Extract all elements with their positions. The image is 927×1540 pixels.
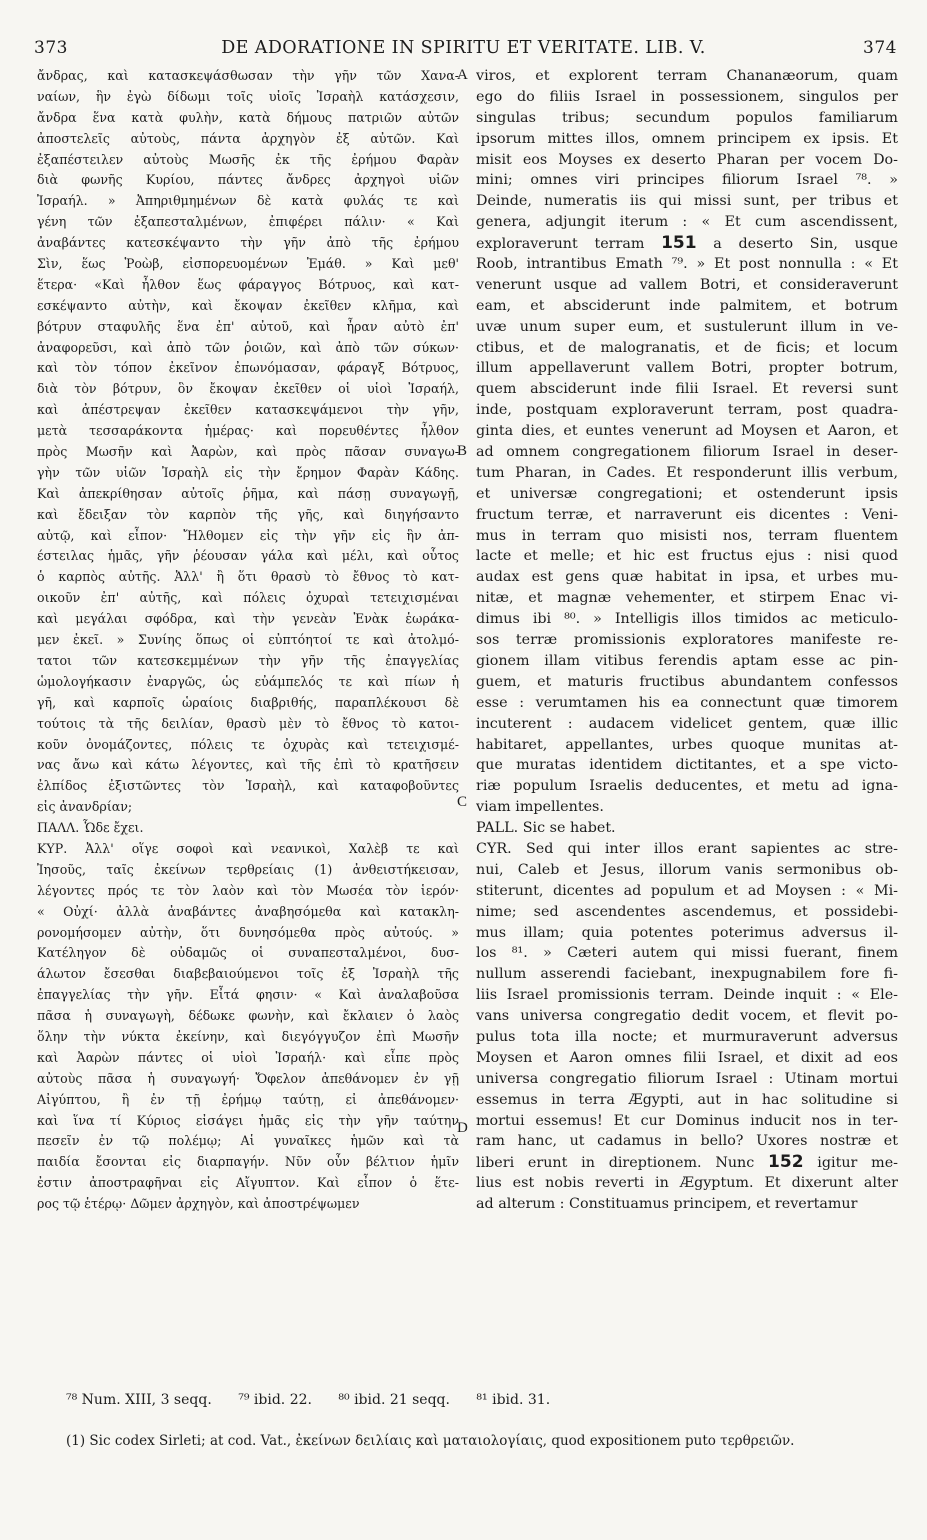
text-line: ginta dies, et euntes venerunt ad Moysen et Aaron, et <box>476 423 898 440</box>
text-line: Ἰσραήλ. » Ἀπηριθμημένων δὲ κατὰ φυλάς τε καὶ <box>37 193 459 209</box>
text-line: viam impellentes. <box>476 799 604 816</box>
text-line: οικοῦν ἐπ' αὐτῆς, καὶ πόλεις ὀχυραὶ τετειχισμέναι <box>37 590 459 606</box>
text-line: παιδία ἔσονται εἰς διαρπαγήν. Νῦν οὖν βέλτιον ἡμῖν <box>37 1154 459 1170</box>
text-line: PALL. Sic se habet. <box>476 820 616 837</box>
text-line: Roob, intrantibus Emath ⁷⁹. » Et post nonnulla : « Et <box>476 256 898 273</box>
footnote: ⁸⁰ ibid. 21 seqq. <box>338 1392 450 1408</box>
text-line: inde, postquam exploraverunt terram, post quadra- <box>476 402 898 419</box>
text-line: άλωτον ἔσεσθαι διαβεβαιούμενοι τοῖς ἐξ Ἰσραὴλ τῆς <box>37 966 459 982</box>
text-line: καὶ μεγάλαι σφόδρα, καὶ τὴν γενεὰν Ἐνὰκ ἑωράκα- <box>37 611 459 627</box>
text-line: los ⁸¹. » Cæteri autem qui missi fuerant, finem <box>476 945 898 962</box>
text-line: essemus in terra Ægypti, aut in hac solitudine si <box>476 1091 898 1108</box>
text-line: ἀποστελεῖς αὐτοὺς, πάντα ἀρχηγὸν ἐξ αὐτῶν. Καὶ <box>37 130 459 146</box>
text-line: γῆ, καὶ καρποῖς ὡραίοις διαβριθής, παραπλέκουσι δὲ <box>37 694 459 710</box>
text-line: pulus tota illa nocte; et murmuraverunt adversus <box>476 1028 898 1045</box>
text-line: quem absciderunt inde filii Israel. Et reversi sunt <box>476 381 898 398</box>
text-line: mus illam; quia potentes poterimus adversus il- <box>476 924 898 941</box>
text-line: misit eos Moyses ex deserto Pharan per vocem Do- <box>476 151 898 168</box>
text-line: mortui essemus! Et cur Dominus inducit nos in ter- <box>476 1112 898 1129</box>
text-line: stiterunt, dicentes ad populum et ad Moysen : « Mi- <box>476 882 898 899</box>
text-line: ad alterum : Constituamus principem, et revertamur <box>476 1196 858 1213</box>
running-header <box>0 38 927 66</box>
text-line: nime; sed ascendentes ascendemus, et possidebi- <box>476 903 898 920</box>
text-line: καὶ τὸν τόπον ἐκεῖνον ἐπωνόμασαν, φάραγξ Βότρυος, <box>37 360 459 376</box>
text-line: audax est gens quæ habitat in ipsa, et urbes mu- <box>476 569 898 586</box>
text-line: ram hanc, ut cadamus in bello? Uxores nostræ et <box>476 1133 898 1150</box>
text-line: Σὶν, ἕως Ῥοὼβ, εἰσπορευομένων Ἐμάθ. » Καὶ μεθ' <box>37 256 459 272</box>
text-line: illum appellaverunt vallem Botri, propter botrum, <box>476 360 898 377</box>
text-line: αὐτῷ, καὶ εἶπον· Ἤλθομεν εἰς τὴν γῆν εἰς ἣν ἀπ- <box>37 527 459 543</box>
footnote: ⁷⁸ Num. XIII, 3 seqq. <box>66 1392 212 1408</box>
text-line: Ἰησοῦς, ταῖς ἐκείνων τερθρείαις (1) ἀνθειστήκεισαν, <box>37 861 459 877</box>
text-line: έστειλας ἡμᾶς, γῆν ῥέουσαν γάλα καὶ μέλι, καὶ οὗτος <box>37 548 459 564</box>
text-line: τατοι τῶν κατεσκεμμένων τὴν γῆν τῆς ἐπαγγελίας <box>37 652 459 668</box>
text-line: αὐτοὺς πᾶσα ἡ συναγωγή· Ὄφελον ἀπεθάνομεν ἐν γῇ <box>37 1070 459 1086</box>
text-line: ἀναβάντες κατεσκέψαντο τὴν γῆν ἀπὸ τῆς ἐρήμου <box>37 235 459 251</box>
text-line: ctibus, et de malogranatis, et de ficis; et locum <box>476 339 898 356</box>
text-line: ὅλην τὴν νύκτα ἐκείνην, καὶ διεγόγγυζον ἐπὶ Μωσῆν <box>37 1028 459 1044</box>
margin-letter-c: C <box>457 794 468 810</box>
text-line: νας ἄνω καὶ κάτω λέγοντες, καὶ τῆς ἐπὶ τὸ κρατῆσειν <box>37 757 459 773</box>
column-number: 152 <box>768 1152 804 1173</box>
text-line: dimus ibi ⁸⁰. » Intelligis illos timidos ac meticulo- <box>476 611 898 628</box>
text-line: Moysen et Aaron omnes filii Israel, et dixit ad eos <box>476 1049 898 1066</box>
text-line: fructum terræ, et narraverunt eis dicentes : Veni- <box>476 506 898 523</box>
text-line: uvæ unum super eum, et sustulerunt illum in ve- <box>476 318 898 335</box>
text-line: πεσεῖν ἐν τῷ πολέμῳ; Αἱ γυναῖκες ἡμῶν καὶ τὰ <box>37 1133 459 1149</box>
text-line: mini; omnes viri principes filiorum Israel ⁷⁸. » <box>476 172 898 189</box>
text-line: sos terræ promissionis exploratores manifeste re- <box>476 632 898 649</box>
text-line: διὰ τὸν βότρυν, ὃν ἔκοψαν ἐκεῖθεν οἱ υἱοὶ Ἰσραήλ, <box>37 381 459 397</box>
text-line: ἄνδρα ἕνα κατὰ φυλὴν, κατὰ δήμους πατριῶν αὐτῶν <box>37 109 459 125</box>
text-line: que muratas identidem dictitantes, et a spe victo- <box>476 757 898 774</box>
margin-letter-b: B <box>457 443 468 459</box>
text-line: riæ populum Israelis deducentes, et metu ad igna- <box>476 778 898 795</box>
text-line: βότρυν σταφυλῆς ἕνα ἐπ' αὐτοῦ, καὶ ἦραν αὐτὸ ἐπ' <box>37 318 459 334</box>
running-title: DE ADORATIONE IN SPIRITU ET VERITATE. LIB. V. <box>221 38 706 58</box>
text-line: πρὸς Μωσῆν καὶ Ἀαρὼν, καὶ πρὸς πᾶσαν συναγω- <box>37 444 459 460</box>
text-line: ὁ καρπὸς αὐτῆς. Ἀλλ' ἢ ὅτι θρασὺ τὸ ἔθνος τὸ κατ- <box>37 569 459 585</box>
text-line: venerunt usque ad vallem Botri, et consideraverunt <box>476 276 898 293</box>
text-line: ΠΑΛΛ. Ὧδε ἔχει. <box>37 820 144 836</box>
text-line: nui, Caleb et Jesus, illorum vanis sermonibus ob- <box>476 861 898 878</box>
text-line: incuterent : audacem videlicet gentem, quæ illic <box>476 715 898 732</box>
margin-letter-d: D <box>457 1120 468 1136</box>
text-line: lius est nobis reverti in Ægyptum. Et dixerunt alter <box>476 1175 898 1192</box>
text-line: ἕτερα· «Καὶ ἦλθον ἕως φάραγγος Βότρυος, καὶ κατ- <box>37 276 459 292</box>
footnote: ⁷⁹ ibid. 22. <box>238 1392 312 1408</box>
text-line: ad omnem congregationem filiorum Israel in deser- <box>476 444 898 461</box>
page-number-left: 373 <box>34 38 68 58</box>
scripture-footnotes <box>66 1392 572 1408</box>
text-line: guem, et maturis fructibus abundantem confessos <box>476 673 898 690</box>
text-line: singulas tribus; secundum populos familiarum <box>476 109 898 126</box>
text-line: καὶ ἔδειξαν τὸν καρπὸν τῆς γῆς, καὶ διηγήσαντο <box>37 506 459 522</box>
text-line: καὶ ἀπέστρεψαν ἐκεῖθεν κατασκεψάμενοι τὴν γῆν, <box>37 402 459 418</box>
text-line: CYR. Sed qui inter illos erant sapientes ac stre- <box>476 840 898 857</box>
text-line: gionem illam vitibus ferendis aptam esse ac pin- <box>476 652 898 669</box>
text-line: Καὶ ἀπεκρίθησαν αὐτοῖς ῥῆμα, καὶ πάσῃ συναγωγῇ, <box>37 485 459 501</box>
text-line: lacte et melle; et hic est fructus ejus : nisi quod <box>476 548 898 565</box>
text-line: universa congregatio filiorum Israel : Utinam mortui <box>476 1070 898 1087</box>
text-line: καὶ Ἀαρὼν πάντες οἱ υἱοὶ Ἰσραήλ· καὶ εἶπε πρὸς <box>37 1049 459 1065</box>
text-line: liberi erunt in direptionem. Nunc 152 igitur me- <box>476 1152 898 1173</box>
text-line: ρος τῷ ἑτέρῳ· Δῶμεν ἀρχηγὸν, καὶ ἀποστρέψωμεν <box>37 1196 360 1212</box>
page-number-right: 374 <box>863 38 897 58</box>
text-line: Deinde, numeratis iis qui missi sunt, per tribus et <box>476 193 898 210</box>
text-line: εσκέψαντο αὐτὴν, καὶ ἔκοψαν ἐκεῖθεν κλῆμα, καὶ <box>37 297 459 313</box>
text-line: ΚΥΡ. Ἀλλ' οἵγε σοφοὶ καὶ νεανικοὶ, Χαλὲβ τε καὶ <box>37 840 459 856</box>
text-line: κοῦν ὀνομάζοντες, πόλεις τε ὀχυρὰς καὶ τετειχισμέ- <box>37 736 459 752</box>
text-line: πᾶσα ἡ συναγωγὴ, δέδωκε φωνὴν, καὶ ἔκλαιεν ὁ λαὸς <box>37 1008 459 1024</box>
text-line: τούτοις τὰ τῆς δειλίαν, θρασὺ μὲν τὸ ἔθνος τὸ κατοι- <box>37 715 459 731</box>
text-line: esse : verumtamen his ea connectunt quæ timorem <box>476 694 898 711</box>
text-line: γὴν τῶν υἱῶν Ἰσραὴλ εἰς τὴν ἔρημον Φαρὰν Κάδης. <box>37 464 459 480</box>
text-line: viros, et explorent terram Chananæorum, quam <box>476 68 898 84</box>
text-line: ναίων, ἣν ἐγὼ δίδωμι τοῖς υἱοῖς Ἰσραὴλ κατάσχεσιν, <box>37 88 459 104</box>
text-line: λέγοντες πρός τε τὸν λαὸν καὶ τὸν Μωσέα τὸν ἱερόν· <box>37 882 459 898</box>
text-line: liis Israel promissionis terram. Deinde inquit : « Ele- <box>476 987 898 1004</box>
footnote: ⁸¹ ibid. 31. <box>476 1392 551 1408</box>
text-line: Κατέληγον δὲ οὐδαμῶς οἱ συναπεσταλμένοι, δυσ- <box>37 945 459 961</box>
text-line: ὡμολογήκασιν ἐναργῶς, ὡς εὐάμπελός τε καὶ πίων ἡ <box>37 673 459 689</box>
text-line: eam, et absciderunt inde palmitem, et botrum <box>476 297 898 314</box>
text-line: vans universa congregatio dedit vocem, et flevit po- <box>476 1008 898 1025</box>
text-line: διὰ φωνῆς Κυρίου, πάντες ἄνδρες ἀρχηγοὶ υἱῶν <box>37 172 459 188</box>
text-line: ἐξαπέστειλεν αὐτοὺς Μωσῆς ἐκ τῆς ἐρήμου Φαρὰν <box>37 151 459 167</box>
text-line: « Οὐχί· ἀλλὰ ἀναβάντες ἀναβησόμεθα καὶ κατακλη- <box>37 903 459 919</box>
text-line: γένη τῶν ἐξαπεσταλμένων, ἐπιφέρει πάλιν· « Καὶ <box>37 214 459 230</box>
text-line: ἐλπίδος ἐξιστῶντες τὸν Ἰσραὴλ, καὶ καταφοβοῦντες <box>37 778 459 794</box>
text-line: ἄνδρας, καὶ κατασκεψάσθωσαν τὴν γῆν τῶν Χανα- <box>37 68 459 83</box>
text-line: exploraverunt terram 151 a deserto Sin, usque <box>476 233 898 254</box>
column-number: 151 <box>661 233 697 254</box>
text-line: μεν ἐκεῖ. » Συνίης ὅπως οἱ εὐπτόητοί τε καὶ ἀτολμό- <box>37 632 459 648</box>
text-line: ipsorum mittes illos, omnem principem ex ipsis. Et <box>476 130 898 147</box>
text-line: habitaret, appellantes, urbes quoque munitas at- <box>476 736 898 753</box>
text-line: et universæ congregationi; et ostenderunt ipsis <box>476 485 898 502</box>
text-line: ἐστιν ἀποστραφῆναι εἰς Αἴγυπτον. Καὶ εἶπον ὁ ἕτε- <box>37 1175 459 1191</box>
text-line: genera, adjungit iterum : « Et cum ascendissent, <box>476 214 898 231</box>
text-line: mus in terram quo misisti nos, terram fluentem <box>476 527 898 544</box>
text-line: nullum asserendi faciebant, inexpugnabilem fore fi- <box>476 966 898 983</box>
text-line: ἀναφορεῦσι, καὶ ἀπὸ τῶν ῥοιῶν, καὶ ἀπὸ τῶν σύκων· <box>37 339 459 355</box>
text-line: ego do filiis Israel in possessionem, singulos per <box>476 88 898 105</box>
text-line: Αἰγύπτου, ἢ ἐν τῇ ἐρήμῳ ταύτῃ, εἰ ἀπεθάνομεν· <box>37 1091 459 1107</box>
text-line: nitæ, et magnæ vehementer, et stirpem Enac vi- <box>476 590 898 607</box>
text-line: tum Pharan, in Cades. Et responderunt illis verbum, <box>476 464 898 481</box>
text-line: καὶ ἵνα τί Κύριος εἰσάγει ἡμᾶς εἰς τὴν γῆν ταύτην <box>37 1112 459 1128</box>
textual-note: (1) Sic codex Sirleti; at cod. Vat., ἐκείνων δειλίαις καὶ ματαιολογίαις, quod expositionem puto τερθρειῶν. <box>66 1433 795 1449</box>
text-line: ἐπαγγελίας τὴν γῆν. Εἶτά φησιν· « Καὶ ἀναλαβοῦσα <box>37 987 459 1003</box>
greek-column <box>37 66 459 1386</box>
text-line: εἰς ἀνανδρίαν; <box>37 799 133 815</box>
margin-letter-a: A <box>457 67 468 83</box>
text-line: μετὰ τεσσαράκοντα ἡμέρας· καὶ πορευθέντες ἦλθον <box>37 423 459 439</box>
text-line: ρονομήσομεν αὐτὴν, ὅτι δυνησόμεθα πρὸς αὐτούς. » <box>37 924 459 940</box>
latin-column <box>476 66 898 1386</box>
